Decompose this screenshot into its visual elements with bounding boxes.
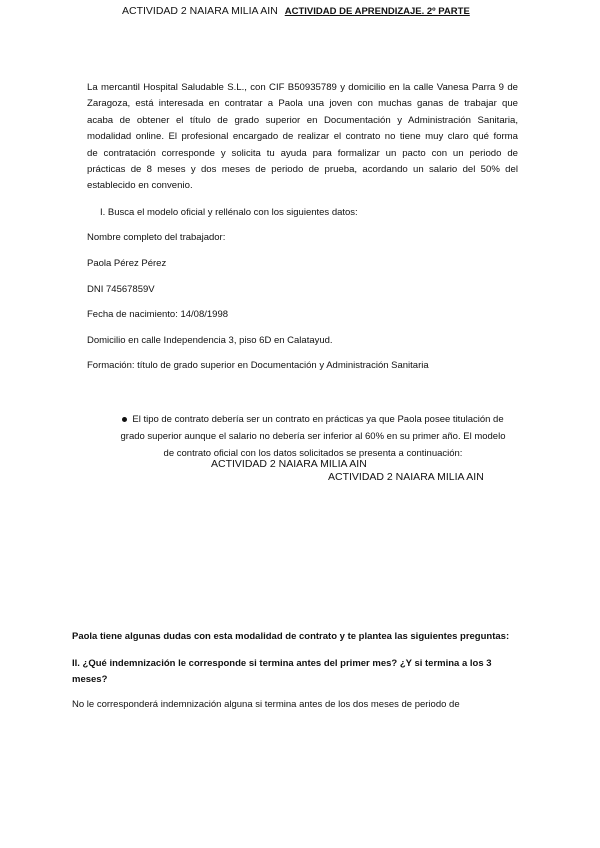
question-1: I. Busca el modelo oficial y rellénalo con los siguientes datos:: [100, 207, 358, 218]
question-2-line: meses?: [72, 674, 108, 685]
contract-type-bullet: [108, 411, 518, 462]
field-address: Domicilio en calle Independencia 3, piso 6D en Calatayud.: [87, 335, 333, 346]
document-header: [122, 5, 470, 17]
header-title: ACTIVIDAD 2 NAIARA MILIA AIN: [122, 5, 278, 17]
repeated-title: ACTIVIDAD 2 NAIARA MILIA AIN: [328, 471, 484, 483]
field-dni: DNI 74567859V: [87, 284, 155, 295]
intro-paragraph: [87, 80, 518, 195]
intro-line: modalidad online. El profesional encargado de realizar el contrato no tiene muy claro qué forma: [87, 131, 518, 143]
questions-intro: Paola tiene algunas dudas con esta modalidad de contrato y te plantea las siguientes preguntas:: [72, 631, 510, 642]
bullet-icon: [122, 417, 127, 422]
field-name-value: Paola Pérez Pérez: [87, 258, 167, 269]
bullet-line: El tipo de contrato debería ser un contrato en prácticas ya que Paola posee titulación de: [132, 414, 504, 425]
intro-line: La mercantil Hospital Saludable S.L., con CIF B50935789 y domicilio en la calle Vanesa Parra 9 de: [87, 82, 518, 93]
bullet-line: grado superior aunque el salario no debería ser inferior al 60% en su primer año. El modelo: [120, 431, 506, 442]
bullet-line: de contrato oficial con los datos solicitados se presenta a continuación:: [163, 448, 463, 459]
header-subtitle: ACTIVIDAD DE APRENDIZAJE. 2º PARTE: [284, 6, 470, 17]
intro-line: de contratación corresponde y solicita tu ayuda para formalizar un pacto con un periodo de: [87, 147, 518, 159]
intro-line: acaba de obtener el título de grado superior en Documentación y Administración Sanitaria,: [87, 114, 518, 126]
field-name-label: Nombre completo del trabajador:: [87, 232, 226, 243]
intro-line: establecido en convenio.: [87, 180, 193, 192]
intro-line: Zaragoza, está interesada en contratar a Paola una joven con muchas ganas de trabajar que: [87, 98, 518, 110]
intro-line: prácticas de 8 meses y dos meses de periodo de prueba, acordando un salario del 50% del: [87, 163, 518, 175]
answer-2: No le corresponderá indemnización alguna si termina antes de los dos meses de periodo de: [72, 699, 460, 710]
field-training: Formación: título de grado superior en Documentación y Administración Sanitaria: [87, 360, 429, 371]
field-birth-date: Fecha de nacimiento: 14/08/1998: [87, 309, 229, 320]
question-2: [72, 656, 492, 688]
question-2-line: II. ¿Qué indemnización le corresponde si termina antes del primer mes? ¿Y si termina a los 3: [72, 658, 492, 669]
repeated-title: ACTIVIDAD 2 NAIARA MILIA AIN: [211, 458, 367, 470]
